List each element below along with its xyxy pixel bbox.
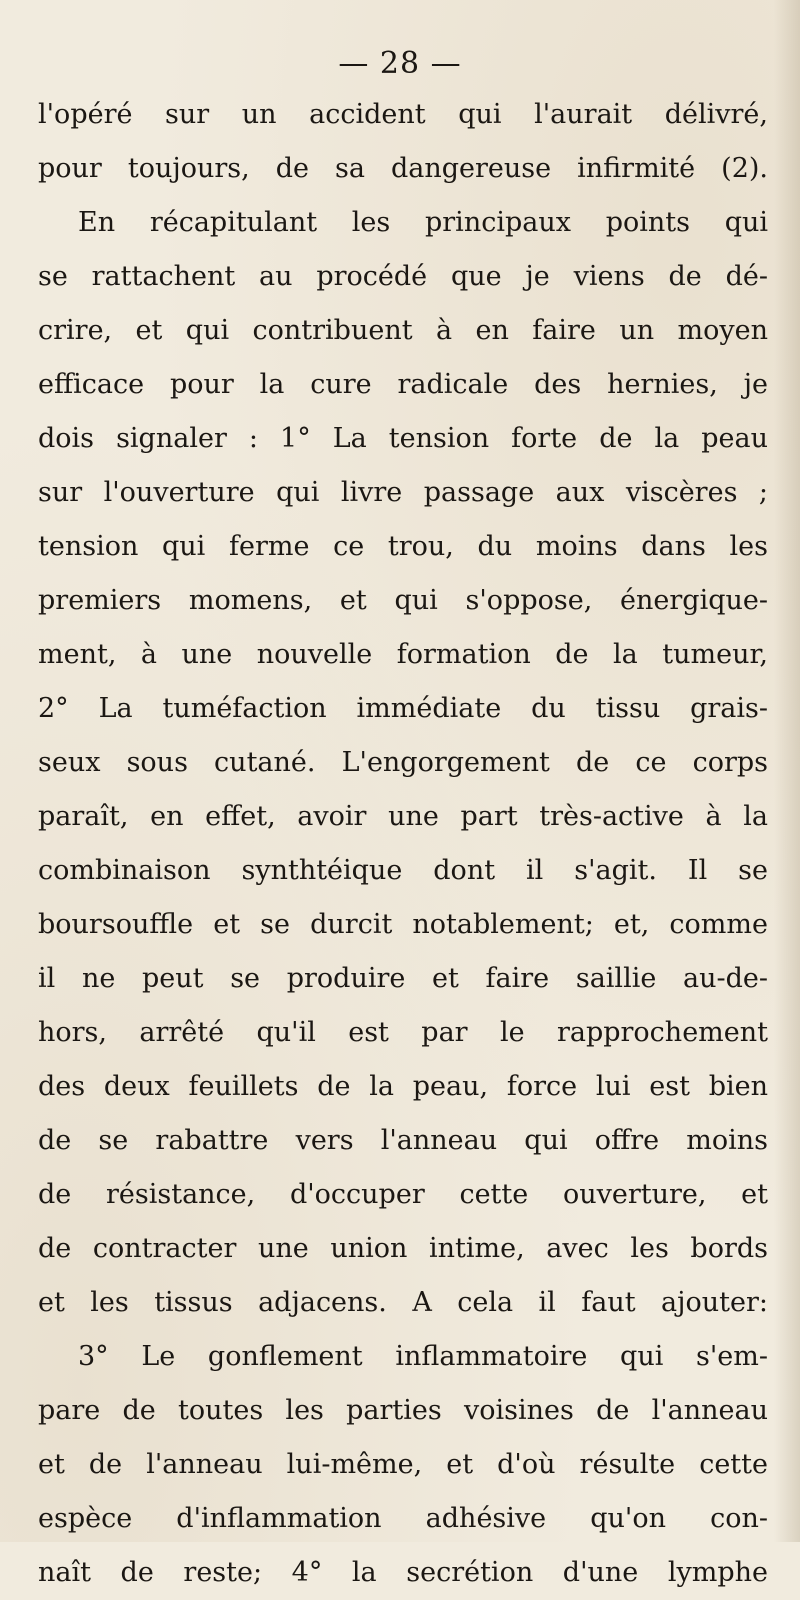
- text-line: dois signaler : 1° La tension forte de la peau: [38, 423, 768, 454]
- text-line: il ne peut se produire et faire saillie au-de-: [38, 963, 768, 994]
- text-line: crire, et qui contribuent à en faire un moyen: [38, 315, 768, 346]
- text-line: pour toujours, de sa dangereuse infirmité (2).: [38, 153, 768, 184]
- text-line: l'opéré sur un accident qui l'aurait délivré,: [38, 99, 768, 130]
- page-edge-shadow: [774, 0, 800, 1542]
- text-line: 2° La tuméfaction immédiate du tissu grais-: [38, 693, 768, 724]
- text-line: 3° Le gonflement inflammatoire qui s'em-: [78, 1341, 768, 1372]
- text-line: premiers momens, et qui s'oppose, énergique-: [38, 585, 768, 616]
- text-line: pare de toutes les parties voisines de l'anneau: [38, 1395, 768, 1426]
- text-line: hors, arrêté qu'il est par le rapprochement: [38, 1017, 768, 1048]
- body-text: [38, 88, 768, 1600]
- text-line: sur l'ouverture qui livre passage aux viscères ;: [38, 477, 768, 508]
- text-line: ment, à une nouvelle formation de la tumeur,: [38, 639, 768, 670]
- text-line: espèce d'inflammation adhésive qu'on con-: [38, 1503, 768, 1534]
- text-line: paraît, en effet, avoir une part très-active à la: [38, 801, 768, 832]
- text-line: tension qui ferme ce trou, du moins dans les: [38, 531, 768, 562]
- text-line: et les tissus adjacens. A cela il faut ajouter:: [38, 1287, 768, 1318]
- text-line: et de l'anneau lui-même, et d'où résulte cette: [38, 1449, 768, 1480]
- text-line: des deux feuillets de la peau, force lui est bien: [38, 1071, 768, 1102]
- text-line: seux sous cutané. L'engorgement de ce corps: [38, 747, 768, 778]
- text-line: de se rabattre vers l'anneau qui offre moins: [38, 1125, 768, 1156]
- text-line: combinaison synthtéique dont il s'agit. Il se: [38, 855, 768, 886]
- text-line: efficace pour la cure radicale des hernies, je: [38, 369, 768, 400]
- text-line: de contracter une union intime, avec les bords: [38, 1233, 768, 1264]
- text-line: En récapitulant les principaux points qui: [78, 207, 768, 238]
- text-line: de résistance, d'occuper cette ouverture, et: [38, 1179, 768, 1210]
- text-line: naît de reste; 4° la secrétion d'une lymphe: [38, 1557, 768, 1588]
- text-line: se rattachent au procédé que je viens de dé-: [38, 261, 768, 292]
- page-number: — 28 —: [338, 46, 462, 81]
- text-line: boursouffle et se durcit notablement; et, comme: [38, 909, 768, 940]
